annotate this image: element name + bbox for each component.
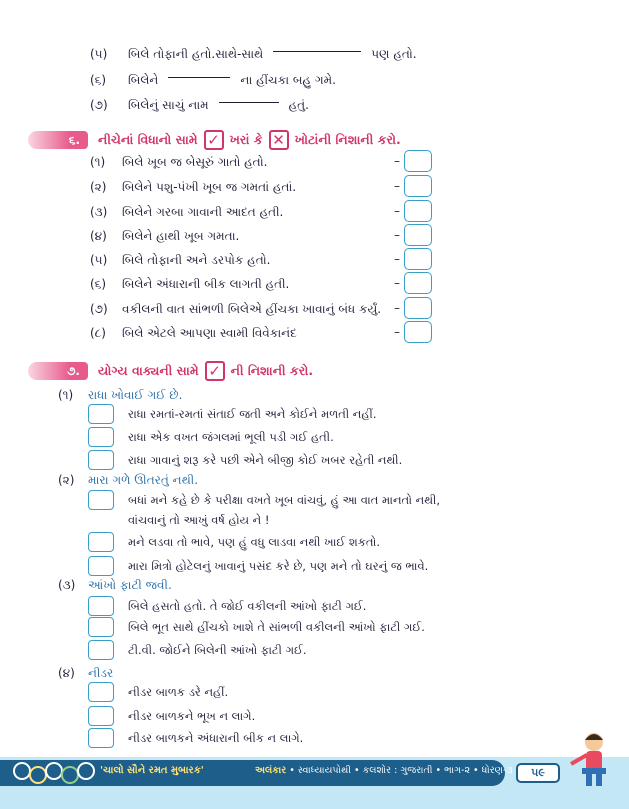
option-text	[128, 617, 425, 637]
checkbox[interactable]	[88, 556, 114, 576]
answer-option	[88, 427, 334, 447]
question-text: આંખો ફાટી જવી.	[88, 577, 172, 592]
option-line: બિલે ભૂત સાથે હીંચકો ખાશે તે સાંભળી વકીલની આંખો ફાટી ગઈ.	[128, 620, 425, 634]
title-part: ખોટાંની નિશાની કરો.	[294, 132, 401, 147]
sentence-start: બિલેને	[128, 72, 159, 87]
answer-option	[88, 682, 228, 702]
true-false-item	[90, 202, 435, 222]
answer-box[interactable]	[404, 321, 432, 343]
answer-box[interactable]	[404, 150, 432, 172]
dash: –	[394, 204, 400, 218]
answer-blank[interactable]	[168, 77, 230, 78]
item-number: (૬)	[90, 276, 107, 291]
answer-option	[88, 532, 380, 552]
answer-blank[interactable]	[219, 102, 279, 103]
dash: –	[394, 325, 400, 339]
footer-book-info: • સ્વાધ્યાયપોથી • કલશોર : ગુજરાતી • ભાગ-૨ • ધોરણ-૩	[289, 765, 513, 776]
option-line: નીડર બાળકને અંધારાની બીક ન લાગે.	[128, 731, 304, 745]
question-number: (૨)	[58, 472, 75, 487]
true-false-item	[90, 177, 435, 197]
answer-box[interactable]	[404, 224, 432, 246]
question-number: (૪)	[58, 665, 75, 680]
item-number: (૨)	[90, 179, 107, 194]
answer-option	[88, 596, 366, 616]
fill-in-row	[90, 96, 309, 114]
option-text	[128, 490, 440, 530]
item-number: (૫)	[90, 46, 108, 61]
checkbox[interactable]	[88, 706, 114, 726]
true-false-item	[90, 250, 435, 270]
dash: –	[394, 276, 400, 290]
option-text	[128, 728, 303, 748]
answer-box[interactable]	[404, 297, 432, 319]
statement-text: વકીલની વાત સાંભળી બિલેએ હીંચકા ખાવાનું બંધ કર્યું.	[122, 301, 382, 316]
option-text	[128, 640, 307, 660]
answer-box[interactable]	[404, 175, 432, 197]
section-badge: ૬.	[28, 131, 88, 149]
title-part: યોગ્ય વાક્યની સામે	[98, 363, 199, 378]
answer-option	[88, 556, 428, 576]
item-number: (૩)	[90, 204, 108, 219]
question-text: રાધા ખોવાઈ ગઈ છે.	[88, 387, 183, 402]
true-false-item	[90, 323, 435, 343]
question-number: (૩)	[58, 577, 76, 592]
item-number: (૬)	[90, 72, 107, 87]
option-line: રાધા રમતાં-રમતાં સંતાઈ જતી અને કોઈને મળતી નહીં.	[128, 407, 377, 421]
answer-box[interactable]	[404, 272, 432, 294]
footer-info	[255, 765, 513, 776]
section-badge: ૭.	[28, 362, 88, 380]
dash: –	[394, 228, 400, 242]
checkbox[interactable]	[88, 617, 114, 637]
answer-option	[88, 640, 307, 660]
tick-icon: ✓	[205, 361, 225, 381]
statement-text: બિલે ખૂબ જ બેસૂરું ગાતો હતો.	[122, 154, 268, 169]
answer-option	[88, 728, 303, 748]
option-line: રાધા ગાવાનું શરૂ કરે પછી એને બીજી કોઈ ખબર રહેતી નથી.	[128, 453, 403, 467]
title-part: ની નિશાની કરો.	[230, 363, 314, 378]
option-text	[128, 556, 428, 576]
question-prompt	[58, 471, 198, 489]
checkbox[interactable]	[88, 450, 114, 470]
item-number: (૧)	[90, 154, 106, 169]
item-number: (૭)	[90, 97, 108, 112]
option-text	[128, 596, 366, 616]
option-text	[128, 404, 377, 424]
section-title	[98, 361, 313, 381]
dash: –	[394, 179, 400, 193]
option-line: નીડર બાળકને ભૂખ ન લાગે.	[128, 709, 256, 723]
answer-option	[88, 706, 255, 726]
true-false-item	[90, 274, 435, 294]
title-part: નીચેનાં વિધાનો સામે	[98, 132, 198, 147]
option-text	[128, 706, 255, 726]
checkbox[interactable]	[88, 532, 114, 552]
item-number: (૮)	[90, 325, 106, 340]
sentence-end: હતું.	[288, 97, 309, 112]
page-number: ૫૯	[516, 763, 560, 783]
option-line: બધાં મને કહે છે કે પરીક્ષા વખતે ખૂબ વાંચવું, હું આ વાત માનતો નથી,	[128, 493, 441, 507]
checkbox[interactable]	[88, 427, 114, 447]
option-line: વાંચવાનું તો આખું વર્ષ હોય ને !	[128, 513, 270, 527]
option-text	[128, 427, 334, 447]
section-7-header	[28, 359, 313, 383]
sentence-start: બિલે તોફાની હતો.સાથે-સાથે	[128, 46, 264, 61]
sentence-end: પણ હતો.	[371, 46, 417, 61]
statement-text: બિલે એટલે આપણા સ્વામી વિવેકાનંદ	[122, 325, 297, 340]
section-title	[98, 130, 401, 150]
checkbox[interactable]	[88, 682, 114, 702]
option-text	[128, 532, 380, 552]
statement-text: બિલેને ગરબા ગાવાની આદત હતી.	[122, 204, 284, 219]
option-text	[128, 450, 402, 470]
checkbox[interactable]	[88, 596, 114, 616]
tick-icon: ✓	[204, 130, 224, 150]
cross-icon: ✕	[269, 130, 289, 150]
answer-option	[88, 617, 425, 637]
dash: –	[394, 252, 400, 266]
answer-option	[88, 490, 440, 530]
question-prompt	[58, 386, 182, 404]
child-illustration	[568, 728, 618, 792]
statement-text: બિલેને પશુ-પંખી ખૂબ જ ગમતાં હતાં.	[122, 179, 297, 194]
section-6-header	[28, 128, 401, 152]
olympic-rings-icon	[10, 762, 96, 784]
answer-option	[88, 404, 377, 424]
question-text: નીડર	[88, 665, 114, 680]
question-number: (૧)	[58, 387, 74, 402]
answer-option	[88, 450, 402, 470]
question-prompt	[58, 664, 113, 682]
true-false-item	[90, 152, 435, 172]
answer-blank[interactable]	[273, 51, 361, 52]
item-number: (૫)	[90, 252, 108, 267]
option-line: રાધા એક વખત જંગલમાં ભૂલી પડી ગઈ હતી.	[128, 430, 334, 444]
question-text: મારા ગળે ઊતરતું નથી.	[88, 472, 199, 487]
fill-in-row	[90, 71, 336, 89]
item-number: (૪)	[90, 228, 107, 243]
true-false-item	[90, 226, 435, 246]
statement-text: બિલેને અંધારાની બીક લાગતી હતી.	[122, 276, 290, 291]
option-line: મારા મિત્રો હોટેલનું ખાવાનું પસંદ કરે છે, પણ મને તો ઘરનું જ ભાવે.	[128, 559, 429, 573]
checkbox[interactable]	[88, 728, 114, 748]
footer-slogan: 'ચાલો સૌને રમત મુબારક'	[100, 765, 204, 776]
footer-brand: અલંકાર	[255, 765, 287, 776]
sentence-end: ના હીંચકા બહુ ગમે.	[240, 72, 336, 87]
question-prompt	[58, 576, 172, 594]
checkbox[interactable]	[88, 490, 114, 510]
option-line: નીડર બાળક ડરે નહીં.	[128, 685, 229, 699]
answer-box[interactable]	[404, 200, 432, 222]
checkbox[interactable]	[88, 640, 114, 660]
checkbox[interactable]	[88, 404, 114, 424]
dash: –	[394, 301, 400, 315]
fill-in-row	[90, 45, 417, 63]
title-part: ખરાં કે	[229, 132, 263, 147]
option-text	[128, 682, 228, 702]
sentence-start: બિલેનું સાચું નામ	[128, 97, 209, 112]
dash: –	[394, 154, 400, 168]
answer-box[interactable]	[404, 248, 432, 270]
option-line: મને લડવા તો ભાવે, પણ હું વધુ લાડવા નથી ખાઈ શકતો.	[128, 535, 381, 549]
statement-text: બિલેને હાથી ખૂબ ગમતા.	[122, 228, 240, 243]
option-line: બિલે હસતો હતો. તે જોઈ વકીલની આંખો ફાટી ગઈ.	[128, 599, 367, 613]
item-number: (૭)	[90, 301, 108, 316]
true-false-item	[90, 299, 435, 319]
statement-text: બિલે તોફાની અને ડરપોક હતો.	[122, 252, 271, 267]
option-line: ટી.વી. જોઈને બિલેની આંખો ફાટી ગઈ.	[128, 643, 307, 657]
